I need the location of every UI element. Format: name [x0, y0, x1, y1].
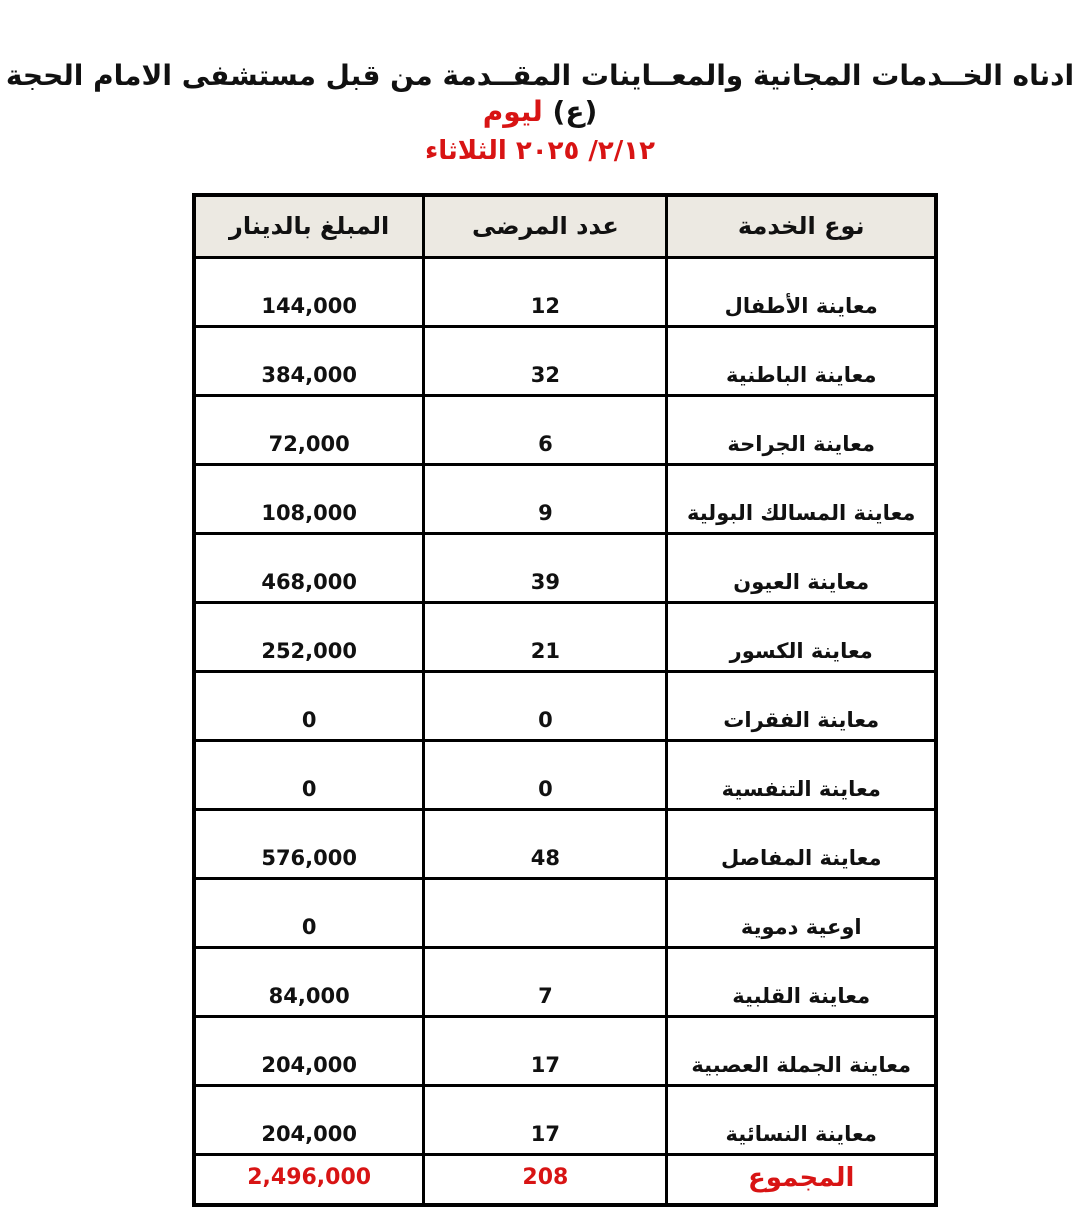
table-header — [194, 195, 936, 258]
amount-cell: 576,000 — [194, 809, 424, 878]
amount-cell: 0 — [194, 878, 424, 947]
table-row — [194, 947, 936, 1016]
table-row — [194, 1085, 936, 1154]
patient-count-cell: 0 — [424, 671, 667, 740]
amount-cell: 108,000 — [194, 464, 424, 533]
header-patient-count: عدد المرضى — [424, 195, 667, 258]
header-amount-dinar: المبلغ بالدينار — [194, 195, 424, 258]
patient-count-cell: 21 — [424, 602, 667, 671]
patient-count-cell: 0 — [424, 740, 667, 809]
patient-count-cell: 6 — [424, 395, 667, 464]
service-name-cell: معاينة الجراحة — [667, 395, 936, 464]
patient-count-cell: 17 — [424, 1016, 667, 1085]
table-row — [194, 326, 936, 395]
amount-cell: 468,000 — [194, 533, 424, 602]
amount-cell: 84,000 — [194, 947, 424, 1016]
service-name-cell: معاينة الكسور — [667, 602, 936, 671]
service-name-cell: معاينة التنفسية — [667, 740, 936, 809]
table-row — [194, 257, 936, 326]
amount-cell: 204,000 — [194, 1085, 424, 1154]
service-name-cell: معاينة الأطفال — [667, 257, 936, 326]
service-name-cell: معاينة المسالك البولية — [667, 464, 936, 533]
header-row — [194, 195, 936, 258]
patient-count-cell: 12 — [424, 257, 667, 326]
patient-count-cell: 39 — [424, 533, 667, 602]
title-text: ادناه الخــدمات المجانية والمعــاينات المقــدمة من قبل مستشفى الامام الحجة (ع) — [5, 59, 1075, 129]
table-body — [194, 257, 936, 1154]
title-line-1 — [0, 58, 1080, 131]
page-title — [0, 0, 1080, 169]
amount-cell: 144,000 — [194, 257, 424, 326]
patient-count-cell: 9 — [424, 464, 667, 533]
table-row — [194, 1016, 936, 1085]
table-row — [194, 533, 936, 602]
service-name-cell: معاينة القلبية — [667, 947, 936, 1016]
patient-count-cell: 7 — [424, 947, 667, 1016]
service-name-cell: معاينة الفقرات — [667, 671, 936, 740]
patient-count-cell — [424, 878, 667, 947]
amount-cell: 384,000 — [194, 326, 424, 395]
table-row — [194, 395, 936, 464]
amount-cell: 0 — [194, 740, 424, 809]
service-name-cell: معاينة الجملة العصبية — [667, 1016, 936, 1085]
table-row — [194, 464, 936, 533]
table-row — [194, 740, 936, 809]
table-row — [194, 671, 936, 740]
total-amount-cell: 2,496,000 — [194, 1154, 424, 1205]
table-footer — [194, 1154, 936, 1205]
patient-count-cell: 32 — [424, 326, 667, 395]
amount-cell: 204,000 — [194, 1016, 424, 1085]
total-patients-cell: 208 — [424, 1154, 667, 1205]
service-name-cell: معاينة الباطنية — [667, 326, 936, 395]
service-name-cell: معاينة العيون — [667, 533, 936, 602]
services-table — [192, 193, 938, 1207]
patient-count-cell: 17 — [424, 1085, 667, 1154]
amount-cell: 0 — [194, 671, 424, 740]
patient-count-cell: 48 — [424, 809, 667, 878]
table-row — [194, 809, 936, 878]
service-name-cell: معاينة النسائية — [667, 1085, 936, 1154]
amount-cell: 252,000 — [194, 602, 424, 671]
total-label-cell: المجموع — [667, 1154, 936, 1205]
table-row — [194, 602, 936, 671]
header-service-type: نوع الخدمة — [667, 195, 936, 258]
service-name-cell: معاينة المفاصل — [667, 809, 936, 878]
service-name-cell: اوعية دموية — [667, 878, 936, 947]
date-line: ٢/١٢/ ٢٠٢٥ الثلاثاء — [424, 135, 656, 166]
amount-cell: 72,000 — [194, 395, 424, 464]
total-row — [194, 1154, 936, 1205]
table-row — [194, 878, 936, 947]
title-day-word: ليوم — [482, 95, 543, 129]
